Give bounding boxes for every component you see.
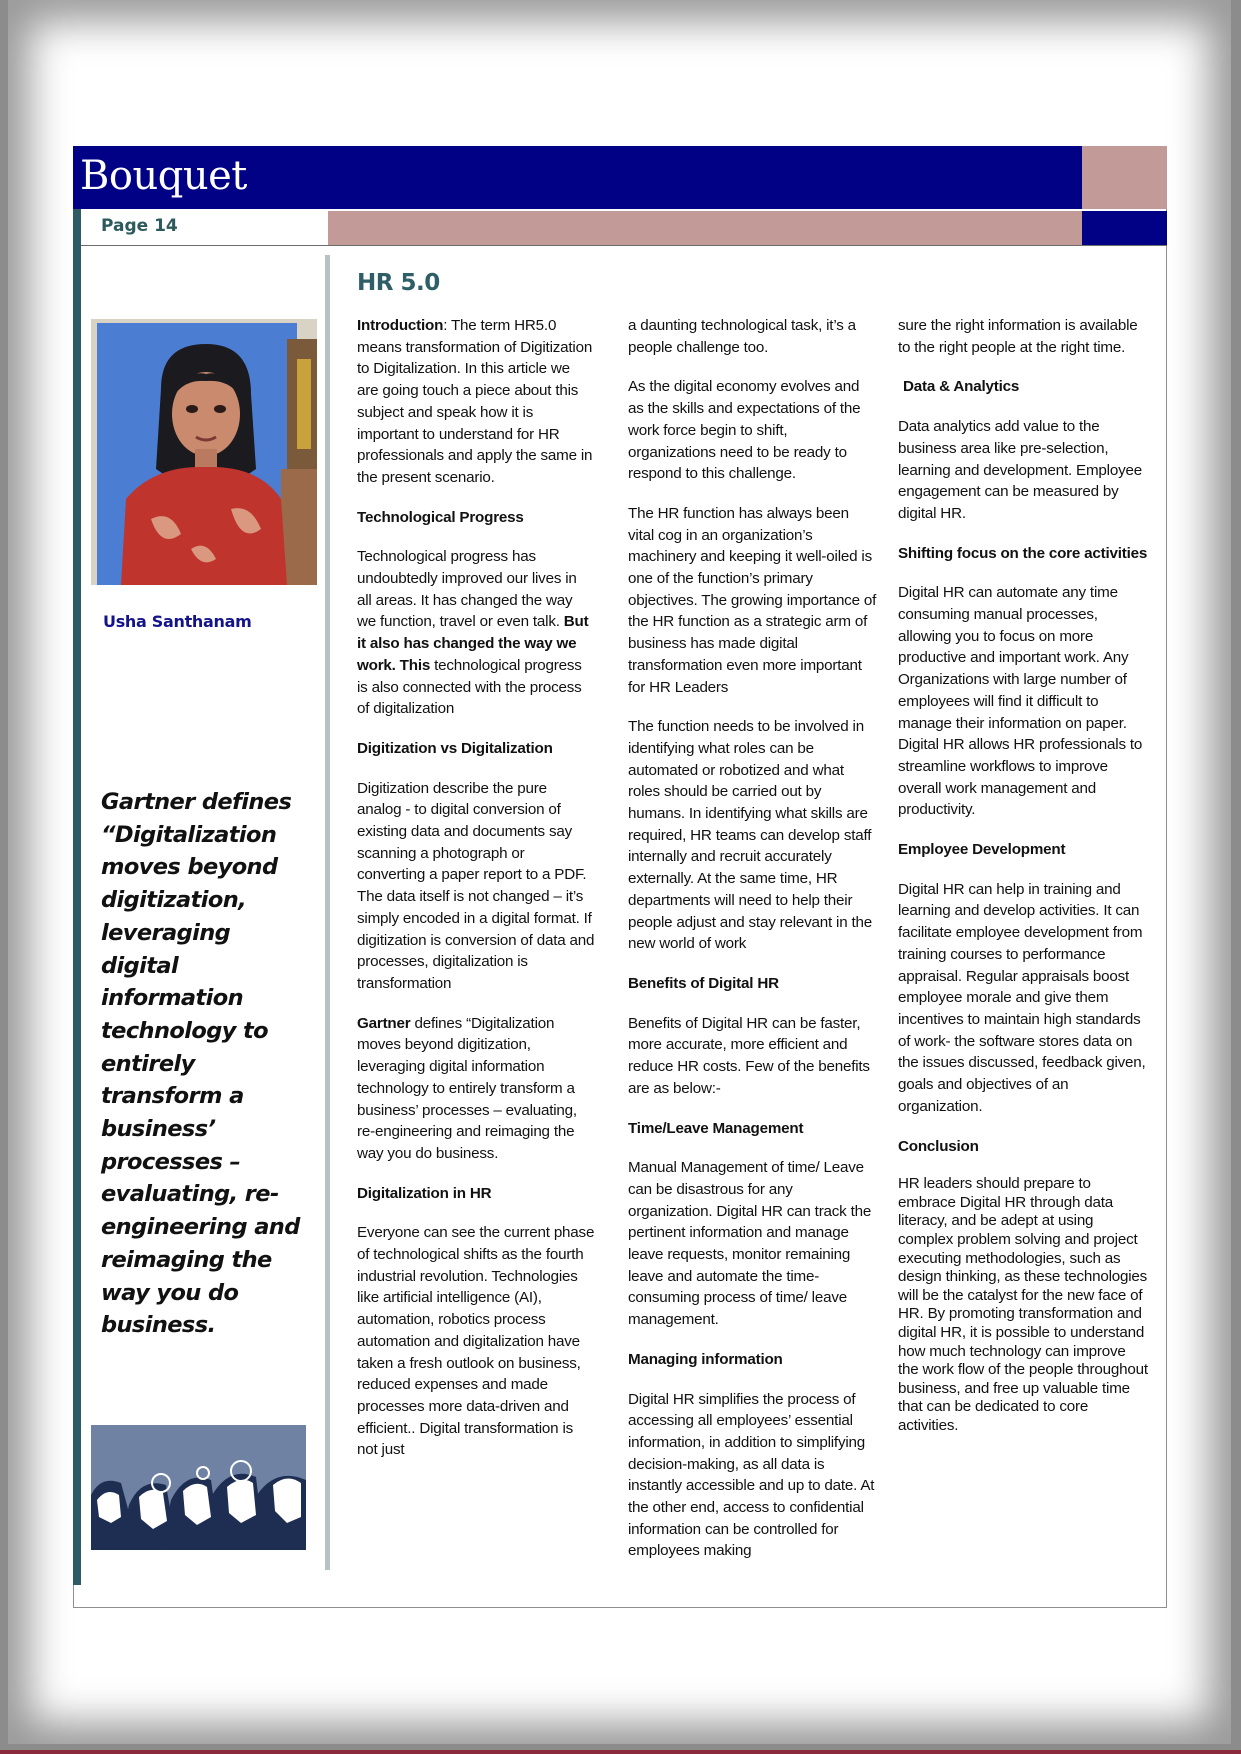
gartner-bold: Gartner bbox=[357, 1014, 411, 1032]
c2-paragraph-2: As the digital economy evolves and as the skills and expectations of the work force begin to shift, organizations need to be ready to respond to this challenge. bbox=[628, 378, 861, 483]
header-navy-block bbox=[1082, 211, 1167, 246]
heading-managing-information: Managing information bbox=[628, 1350, 783, 1368]
article-column-2 bbox=[628, 315, 878, 1580]
masthead-title: Bouquet bbox=[80, 153, 247, 199]
tech-paragraph bbox=[357, 546, 595, 720]
benefits-paragraph: Benefits of Digital HR can be faster, more accurate, more efficient and reduce HR costs. Few of the benefits are as below:- bbox=[628, 1014, 870, 1097]
heading-conclusion: Conclusion bbox=[898, 1137, 979, 1155]
heading-shifting-focus: Shifting focus on the core activities bbox=[898, 544, 1148, 562]
employee-development-paragraph: Digital HR can help in training and learning and develop activities. It can facilitate employee development from training courses to performance appraisal. Regular appraisals boost employee morale and give them incentives to maintain high standards of work- the software stores data on the issues discussed, feedback given, goals and objectives of an organization. bbox=[898, 880, 1146, 1115]
tech-text-1: Technological progress has undoubtedly improved our lives in all areas. It has changed the way we function, travel or even talk. bbox=[357, 548, 577, 631]
left-accent-bar bbox=[73, 209, 81, 1585]
digitalization-hr-paragraph: Everyone can see the current phase of technological shifts as the fourth industrial revolution. Technologies like artificial intelligence (AI), automation, robotics process automation and digitalization have taken a fresh outlook on business, reduced expenses and made processes more data-driven and efficient.. Digital transformation is not just bbox=[357, 1224, 595, 1459]
heading-digitalization-in-hr: Digitalization in HR bbox=[357, 1184, 492, 1202]
gartner-text: defines “Digitalization moves beyond digitization, leveraging digital information technology to entirely transform a business’ processes – evaluating, re-engineering and reimaging the way you do business. bbox=[357, 1014, 577, 1162]
author-name: Usha Santhanam bbox=[103, 612, 252, 631]
masthead-accent-block bbox=[1082, 146, 1167, 209]
heading-digitization-vs-digitalization: Digitization vs Digitalization bbox=[357, 739, 553, 757]
managing-information-paragraph: Digital HR simplifies the process of accessing all employees’ essential information, in addition to simplifying decision-making, as all data is instantly accessible and up to date. At the other end, access to confidential information can be controlled for employees making bbox=[628, 1390, 875, 1560]
data-analytics-paragraph: Data analytics add value to the business area like pre-selection, learning and development. Employee engagement can be measured by digital HR. bbox=[898, 418, 1142, 522]
bottom-edge-strip bbox=[0, 1750, 1241, 1754]
intro-text: : The term HR5.0 means transformation of Digitization to Digitalization. In this article we are going touch a piece about this subject and speak how it is important to understand for HR professionals and apply the same in the present scenario. bbox=[357, 317, 593, 486]
author-photo bbox=[91, 319, 317, 585]
page-number: Page 14 bbox=[101, 216, 178, 236]
pull-quote: Gartner defines “Digitalization moves beyond digitization, leveraging digital information technology to entirely transform a business’ processes – evaluating, re-engineering and reimaging the way you do business. bbox=[101, 789, 300, 1339]
c2-paragraph-4: The function needs to be involved in identifying what roles can be automated or robotized and what roles should be carried out by humans. In identifying what skills are required, HR teams can develop staff internally and recruit accurately externally. At the same time, HR departments will need to help their people adjust and stay relevant in the new world of work bbox=[628, 718, 873, 953]
article-column-1 bbox=[357, 315, 595, 1479]
dvd-paragraph: Digitization describe the pure analog - to digital conversion of existing data and documents say scanning a photograph or converting a paper report to a PDF. The data itself is not changed – it’s simply encoded in a digital format. If digitization is conversion of data and processes, digitalization is transformation bbox=[357, 779, 595, 992]
intro-label: Introduction bbox=[357, 317, 444, 334]
tech-text-2: technological progress is also connected with the process of digitalization bbox=[357, 656, 582, 718]
heading-data-analytics: Data & Analytics bbox=[903, 378, 1020, 396]
heading-technological-progress: Technological Progress bbox=[357, 508, 524, 526]
shifting-focus-paragraph: Digital HR can automate any time consuming manual processes, allowing you to focus on more productive and important work. Any Organizations with large number of employees will find it difficult to manage their information on paper. Digital HR allows HR professionals to streamline workflows to improve overall work management and productivity. bbox=[898, 584, 1143, 819]
c2-paragraph-3: The HR function has always been vital cog in an organization’s machinery and keeping it well-oiled is one of the function’s primary objectives. The growing importance of the HR function as a strategic arm of business has made digital transformation even more important for HR Leaders bbox=[628, 504, 877, 696]
time-leave-paragraph: Manual Management of time/ Leave can be disastrous for any organization. Digital HR can track the pertinent information and manage leave requests, monitor remaining leave and automate the time-consuming process of time/ leave management. bbox=[628, 1159, 872, 1329]
heading-time-leave: Time/Leave Management bbox=[628, 1119, 804, 1137]
tech-bold-text: But it also has changed the way we work. This bbox=[357, 613, 589, 674]
sidebar-divider bbox=[325, 255, 330, 1570]
c3-paragraph-1: sure the right information is available to the right people at the right time. bbox=[898, 317, 1138, 356]
header-divider bbox=[73, 245, 1167, 246]
heading-benefits: Benefits of Digital HR bbox=[628, 974, 779, 992]
heading-employee-development: Employee Development bbox=[898, 841, 1066, 859]
intro-paragraph bbox=[357, 315, 595, 489]
article-title: HR 5.0 bbox=[357, 270, 440, 296]
article-column-3 bbox=[898, 315, 1148, 1454]
c2-paragraph-1: a daunting technological task, it’s a people challenge too. bbox=[628, 317, 856, 356]
gartner-paragraph bbox=[357, 1013, 595, 1165]
digital-team-illustration bbox=[91, 1425, 306, 1550]
header-accent-band bbox=[328, 211, 1082, 246]
conclusion-paragraph: HR leaders should prepare to embrace Digital HR through data literacy, and be adept at using complex problem solving and project executing methodologies, such as design thinking, as these technologies will be the catalyst for the new face of HR. By promoting transformation and digital HR, it is possible to understand how much technology can improve the work flow of the people throughout business, and free up valuable time that can be dedicated to core activities. bbox=[898, 1175, 1148, 1434]
